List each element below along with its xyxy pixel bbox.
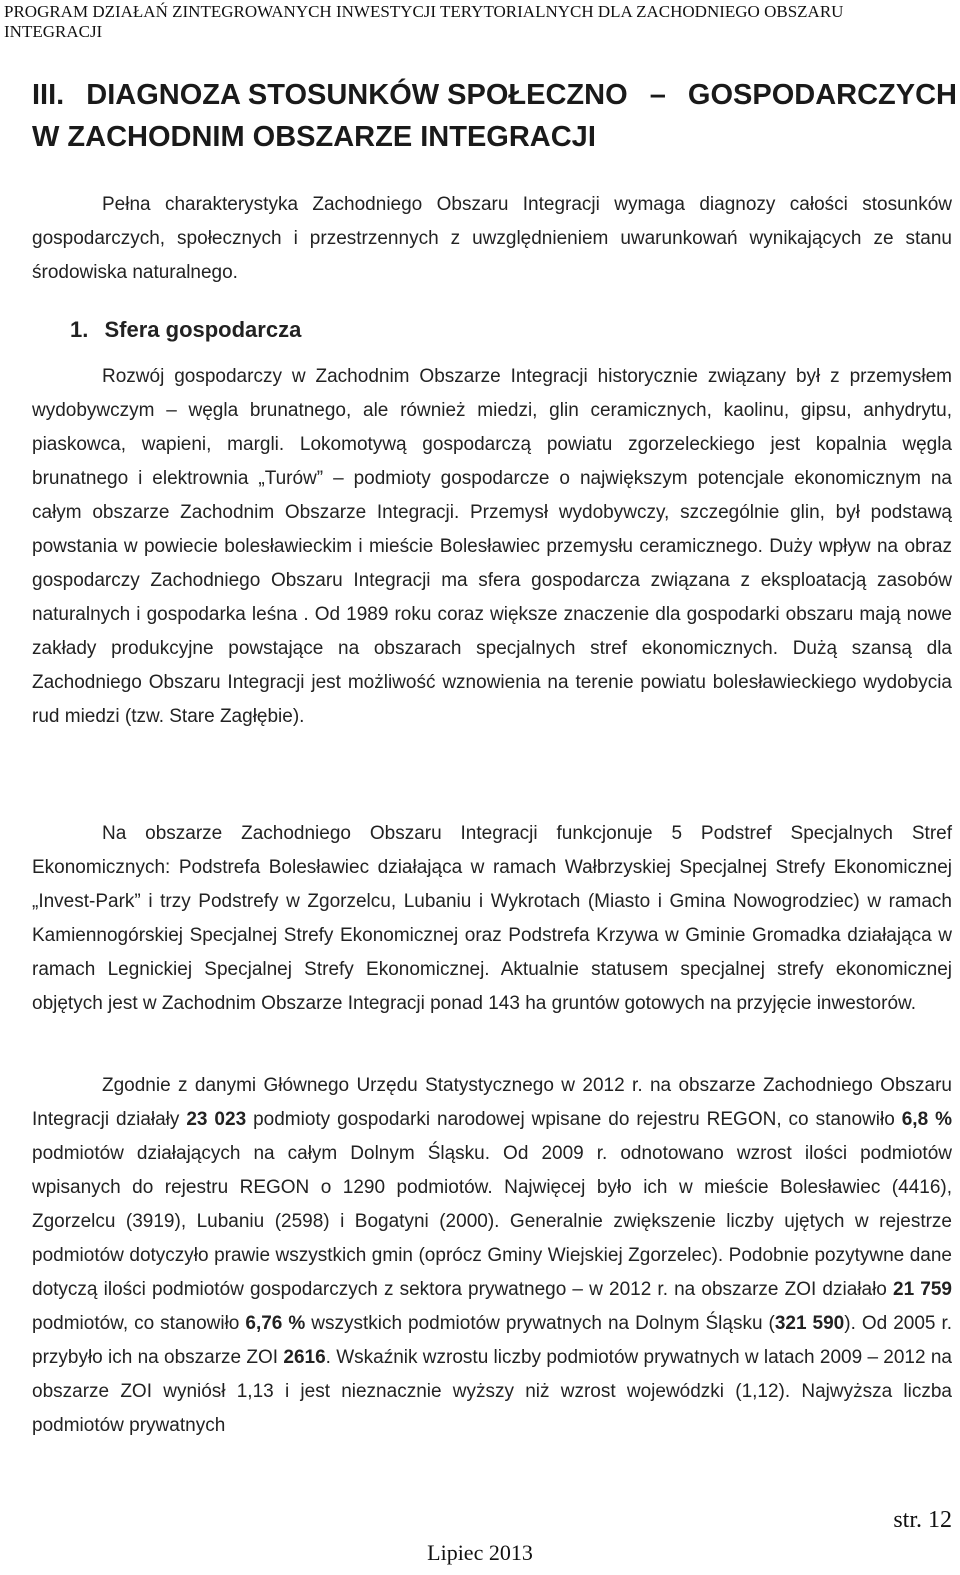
running-header: PROGRAM DZIAŁAŃ ZINTEGROWANYCH INWESTYCJI TERYTORIALNYCH DLA ZACHODNIEGO OBSZARU INTEGRACJI — [4, 2, 844, 41]
p3-text-4: podmiotów, co stanowiło — [32, 1313, 246, 1334]
p3-bold-private-count: 21 759 — [893, 1279, 952, 1300]
section-title-line-2: W ZACHODNIM OBSZARZE INTEGRACJI — [32, 121, 596, 153]
subsection-number: 1. — [70, 317, 89, 342]
intro-paragraph — [32, 188, 952, 290]
p3-text-5: wszystkich podmiotów prywatnych na Dolnym Śląsku ( — [305, 1313, 775, 1334]
p3-bold-count: 23 023 — [186, 1109, 247, 1130]
p3-bold-growth: 2616 — [283, 1347, 326, 1368]
section-number: III. — [32, 79, 65, 111]
section-title-dash: – — [649, 79, 666, 111]
paragraph-3-text — [32, 1069, 952, 1443]
section-title-part-1: DIAGNOZA STOSUNKÓW SPOŁECZNO — [86, 79, 628, 111]
page-number: str. 12 — [893, 1507, 952, 1533]
section-title-part-2: GOSPODARCZYCH — [687, 79, 957, 111]
paragraph-2 — [32, 817, 952, 1021]
subsection-heading — [70, 317, 301, 343]
paragraph-1 — [32, 360, 952, 734]
subsection-title: Sfera gospodarcza — [104, 317, 302, 342]
paragraph-2-text: Na obszarze Zachodniego Obszaru Integracji funkcjonuje 5 Podstref Specjalnych Stref Ekonomicznych: Podstrefa Bolesławiec działająca w ramach Wałbrzyskiej Specjalnej Strefy Ekonomicznej „Invest-Park” i trzy Podstrefy w Zgorzelcu, Lubaniu i Wykrotach (Miasto i Gmina Nowogrodziec) w ramach Kamiennogórskiej Specjalnej Strefy Ekonomicznej oraz Podstrefa Krzywa w Gminie Gromadka działająca w ramach Legnickiej Specjalnej Strefy Ekonomicznej. Aktualnie statusem specjalnej strefy ekonomicznej objętych jest w Zachodnim Obszarze Integracji ponad 143 ha gruntów gotowych na przyjęcie inwestorów. — [32, 823, 952, 1014]
footer-date: Lipiec 2013 — [427, 1540, 533, 1565]
section-title — [32, 74, 957, 158]
intro-text: Pełna charakterystyka Zachodniego Obszaru Integracji wymaga diagnozy całości stosunków gospodarczych, społecznych i przestrzennych z uwzględnieniem uwarunkowań wynikających ze stanu środowiska naturalnego. — [32, 194, 952, 283]
p3-text-1: Zgodnie z danymi Głównego Urzędu Statystycznego w 2012 r. na obszarze Zachodniego Obszaru Integracji działały — [32, 1075, 952, 1130]
paragraph-1-text: Rozwój gospodarczy w Zachodnim Obszarze Integracji historycznie związany był z przemysłem wydobywczym – węgla brunatnego, ale również miedzi, glin ceramicznych, kaolinu, gipsu, anhydrytu, piaskowca, wapieni, margli. Lokomotywą gospodarczą powiatu zgorzeleckiego jest kopalnia węgla brunatnego i elektrownia „Turów” – podmioty gospodarcze o największym potencjale ekonomicznym na całym obszarze Zachodnim Obszarze Integracji. Przemysł wydobywczy, szczególnie glin, był podstawą powstania w powiecie bolesławieckim i mieście Bolesławiec przemysłu ceramicznego. Duży wpływ na obraz gospodarczy Zachodniego Obszaru Integracji ma sfera gospodarcza związana z eksploatacją zasobów naturalnych i gospodarka leśna . Od 1989 roku coraz większe znaczenie dla gospodarki obszaru mają nowe zakłady produkcyjne powstające na obszarach specjalnych stref ekonomicznych. Dużą szansą dla Zachodniego Obszaru Integracji jest możliwość wznowienia na terenie powiatu bolesławieckiego wydobycia rud miedzi (tzw. Stare Zagłębie). — [32, 366, 952, 727]
p3-text-6: ). Od 2005 r. przybyło ich na obszarze ZOI — [32, 1313, 953, 1368]
p3-text-2: podmioty gospodarki narodowej wpisane do rejestru REGON, co stanowiło — [246, 1109, 902, 1130]
p3-text-7: . Wskaźnik wzrostu liczby podmiotów prywatnych w latach 2009 – 2012 na obszarze ZOI wyniósł 1,13 i jest nieznacznie wyższy niż wzrost wojewódzki (1,12). Najwyższa liczba podmiotów prywatnych — [32, 1347, 952, 1436]
paragraph-3 — [32, 1069, 952, 1443]
p3-bold-percent: 6,8 % — [901, 1109, 952, 1130]
p3-bold-private-percent: 6,76 % — [245, 1313, 306, 1334]
p3-bold-region-total: 321 590 — [774, 1313, 845, 1334]
p3-text-3: podmiotów działających na całym Dolnym Śląsku. Od 2009 r. odnotowano wzrost ilości podmiotów wpisanych do rejestru REGON o 1290 podmiotów. Najwięcej było ich w mieście Bolesławiec (4416), Zgorzelcu (3919), Lubaniu (2598) i Bogatyni (2000). Generalnie zwiększenie liczby ujętych w rejestrze podmiotów dotyczyło prawie wszystkich gmin (oprócz Gminy Wiejskiej Zgorzelec). Podobnie pozytywne dane dotyczą ilości podmiotów gospodarczych z sektora prywatnego – w 2012 r. na obszarze ZOI działało — [32, 1143, 952, 1300]
section-title-line-1 — [32, 74, 957, 116]
